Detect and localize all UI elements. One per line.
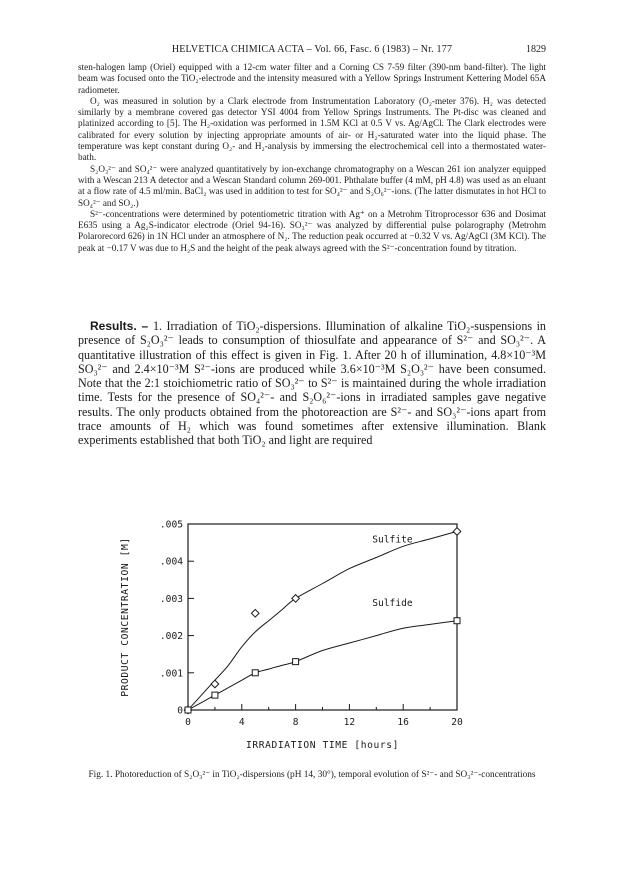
paragraph-sulfide-analysis: S²⁻-concentrations were determined by potentiometric titration with Ag⁺ on a Metrohm Titroprocessor 636 and Dosimat E635 using a Ag₂S-indicator electrode (Oriel 94-16). SO₃²⁻ was analyzed by differential pulse polarography (Metrohm Polarorecord 626) in 1N HCl under an atmosphere of N₂. The reduction peak occurred at −0.32 V vs. Ag/AgCl (3M KCl). The peak at −0.17 V was due to H₂S and the height of the peak always agreed with the S²⁻-concentration found by titration. xyxy=(78,208,546,253)
sulfide-data-point xyxy=(212,692,218,698)
paragraph-ion-chromatography: S₂O₃²⁻ and SO₄²⁻ were analyzed quantitatively by ion-exchange chromatography on a Wescan 261 ion analyzer equipped with a Wescan 213 A detector and a Wescan Standard column 269-001. Phthalate buffer (4 mM, pH 4.8) was used as an eluant at a flow rate of 4.5 ml/min. BaCl₂ was used in addition to test for SO₄²⁻ and S₂O₆²⁻-ions. (The latter dismutates in hot HCl to SO₄²⁻ and SO₂.) xyxy=(78,163,546,208)
results-section xyxy=(78,319,546,448)
sulfite-data-point xyxy=(211,680,219,688)
y-tick-label: .005 xyxy=(159,519,183,531)
running-title: HELVETICA CHIMICA ACTA – Vol. 66, Fasc. 6 (1983) – Nr. 177 xyxy=(171,44,453,55)
x-tick-label: 0 xyxy=(185,717,191,728)
y-tick-label: .004 xyxy=(159,556,183,568)
sulfide-data-point xyxy=(185,707,191,713)
sulfite-data-point xyxy=(292,595,300,603)
y-tick-label: .002 xyxy=(159,631,183,643)
sulfite-series-label: Sulfite xyxy=(372,534,413,546)
y-tick-label: .003 xyxy=(159,593,183,605)
sulfite-data-point xyxy=(453,528,461,536)
x-tick-label: 4 xyxy=(238,717,245,728)
sulfide-data-point xyxy=(454,618,460,624)
x-tick-label: 12 xyxy=(343,717,356,728)
experimental-text xyxy=(78,62,546,254)
page-number: 1829 xyxy=(526,44,546,55)
paragraph-gas-detection: O₂ was measured in solution by a Clark electrode from Instrumentation Laboratory (O₂-meter 376). H₂ was detected similarly by a membrane covered gas detector YSI 4004 from Yellow Springs Instruments. The Pt-disc was cleaned and platinized according to [5]. The H₂-oxidation was performed in 1.5M KCl at 0.5 V vs. Ag/AgCl. The Clark electrodes were calibrated for every solution by injecting appropriate amounts of air- or H₂-saturated water into the liquid phase. The temperature was kept constant during O₂- and H₂-analysis by immersing the electrochemical cell into a thermostated water-bath. xyxy=(78,95,546,163)
y-axis-label: PRODUCT CONCENTRATION [M] xyxy=(120,537,131,697)
results-body: 1. Irradiation of TiO₂-dispersions. Illumination of alkaline TiO₂-suspensions in presence of S₂O₃²⁻ leads to consumption of thiosulfate and appearance of S²⁻ and SO₃²⁻. A quantitative illustration of this effect is given in Fig. 1. After 20 h of illumination, 4.8×10⁻³M SO₃²⁻ and 2.4×10⁻³M S²⁻-ions are produced while 3.6×10⁻³M S₂O₃²⁻ have been consumed. Note that the 2:1 stoichiometric ratio of SO₃²⁻ to S²⁻ is maintained during the whole irradiation time. Tests for the presence of SO₄²⁻- and S₂O₆²⁻-ions in irradiated samples gave negative results. The only products obtained from the photoreaction are S²⁻- and SO₃²⁻-ions apart from trace amounts of H₂ which was found sometimes after extensive illumination. Blank experiments established that both TiO₂ and light are required xyxy=(78,319,546,448)
sulfite-data-point xyxy=(251,609,259,617)
plot-frame xyxy=(188,524,457,710)
figure-1-chart xyxy=(110,512,490,767)
x-tick-label: 16 xyxy=(397,717,409,728)
results-paragraph xyxy=(78,319,546,448)
sulfide-series-label: Sulfide xyxy=(372,597,413,609)
sulfite-series-line xyxy=(188,531,457,710)
y-tick-label: .001 xyxy=(159,668,183,680)
sulfide-data-point xyxy=(252,670,258,676)
x-axis-label: IRRADIATION TIME [hours] xyxy=(245,740,400,751)
figure-caption: Fig. 1. Photoreduction of S₂O₃²⁻ in TiO₂-dispersions (pH 14, 30°), temporal evolution of S²⁻- and SO₃²⁻-concentrations xyxy=(88,770,536,780)
page-header xyxy=(78,44,546,58)
x-tick-label: 8 xyxy=(292,717,299,728)
results-heading: Results. – xyxy=(90,319,153,333)
paragraph-light-source: sten-halogen lamp (Oriel) equipped with a 12-cm water filter and a Corning CS 7-59 filter (390-nm band-filter). The light beam was focused onto the TiO₂-electrode and the intensity measured with a Yellow Springs Instrument Kettering Model 65A radiometer. xyxy=(78,62,546,95)
sulfide-data-point xyxy=(293,659,299,665)
y-origin-label: 0 xyxy=(177,705,183,717)
x-tick-label: 20 xyxy=(451,717,463,728)
